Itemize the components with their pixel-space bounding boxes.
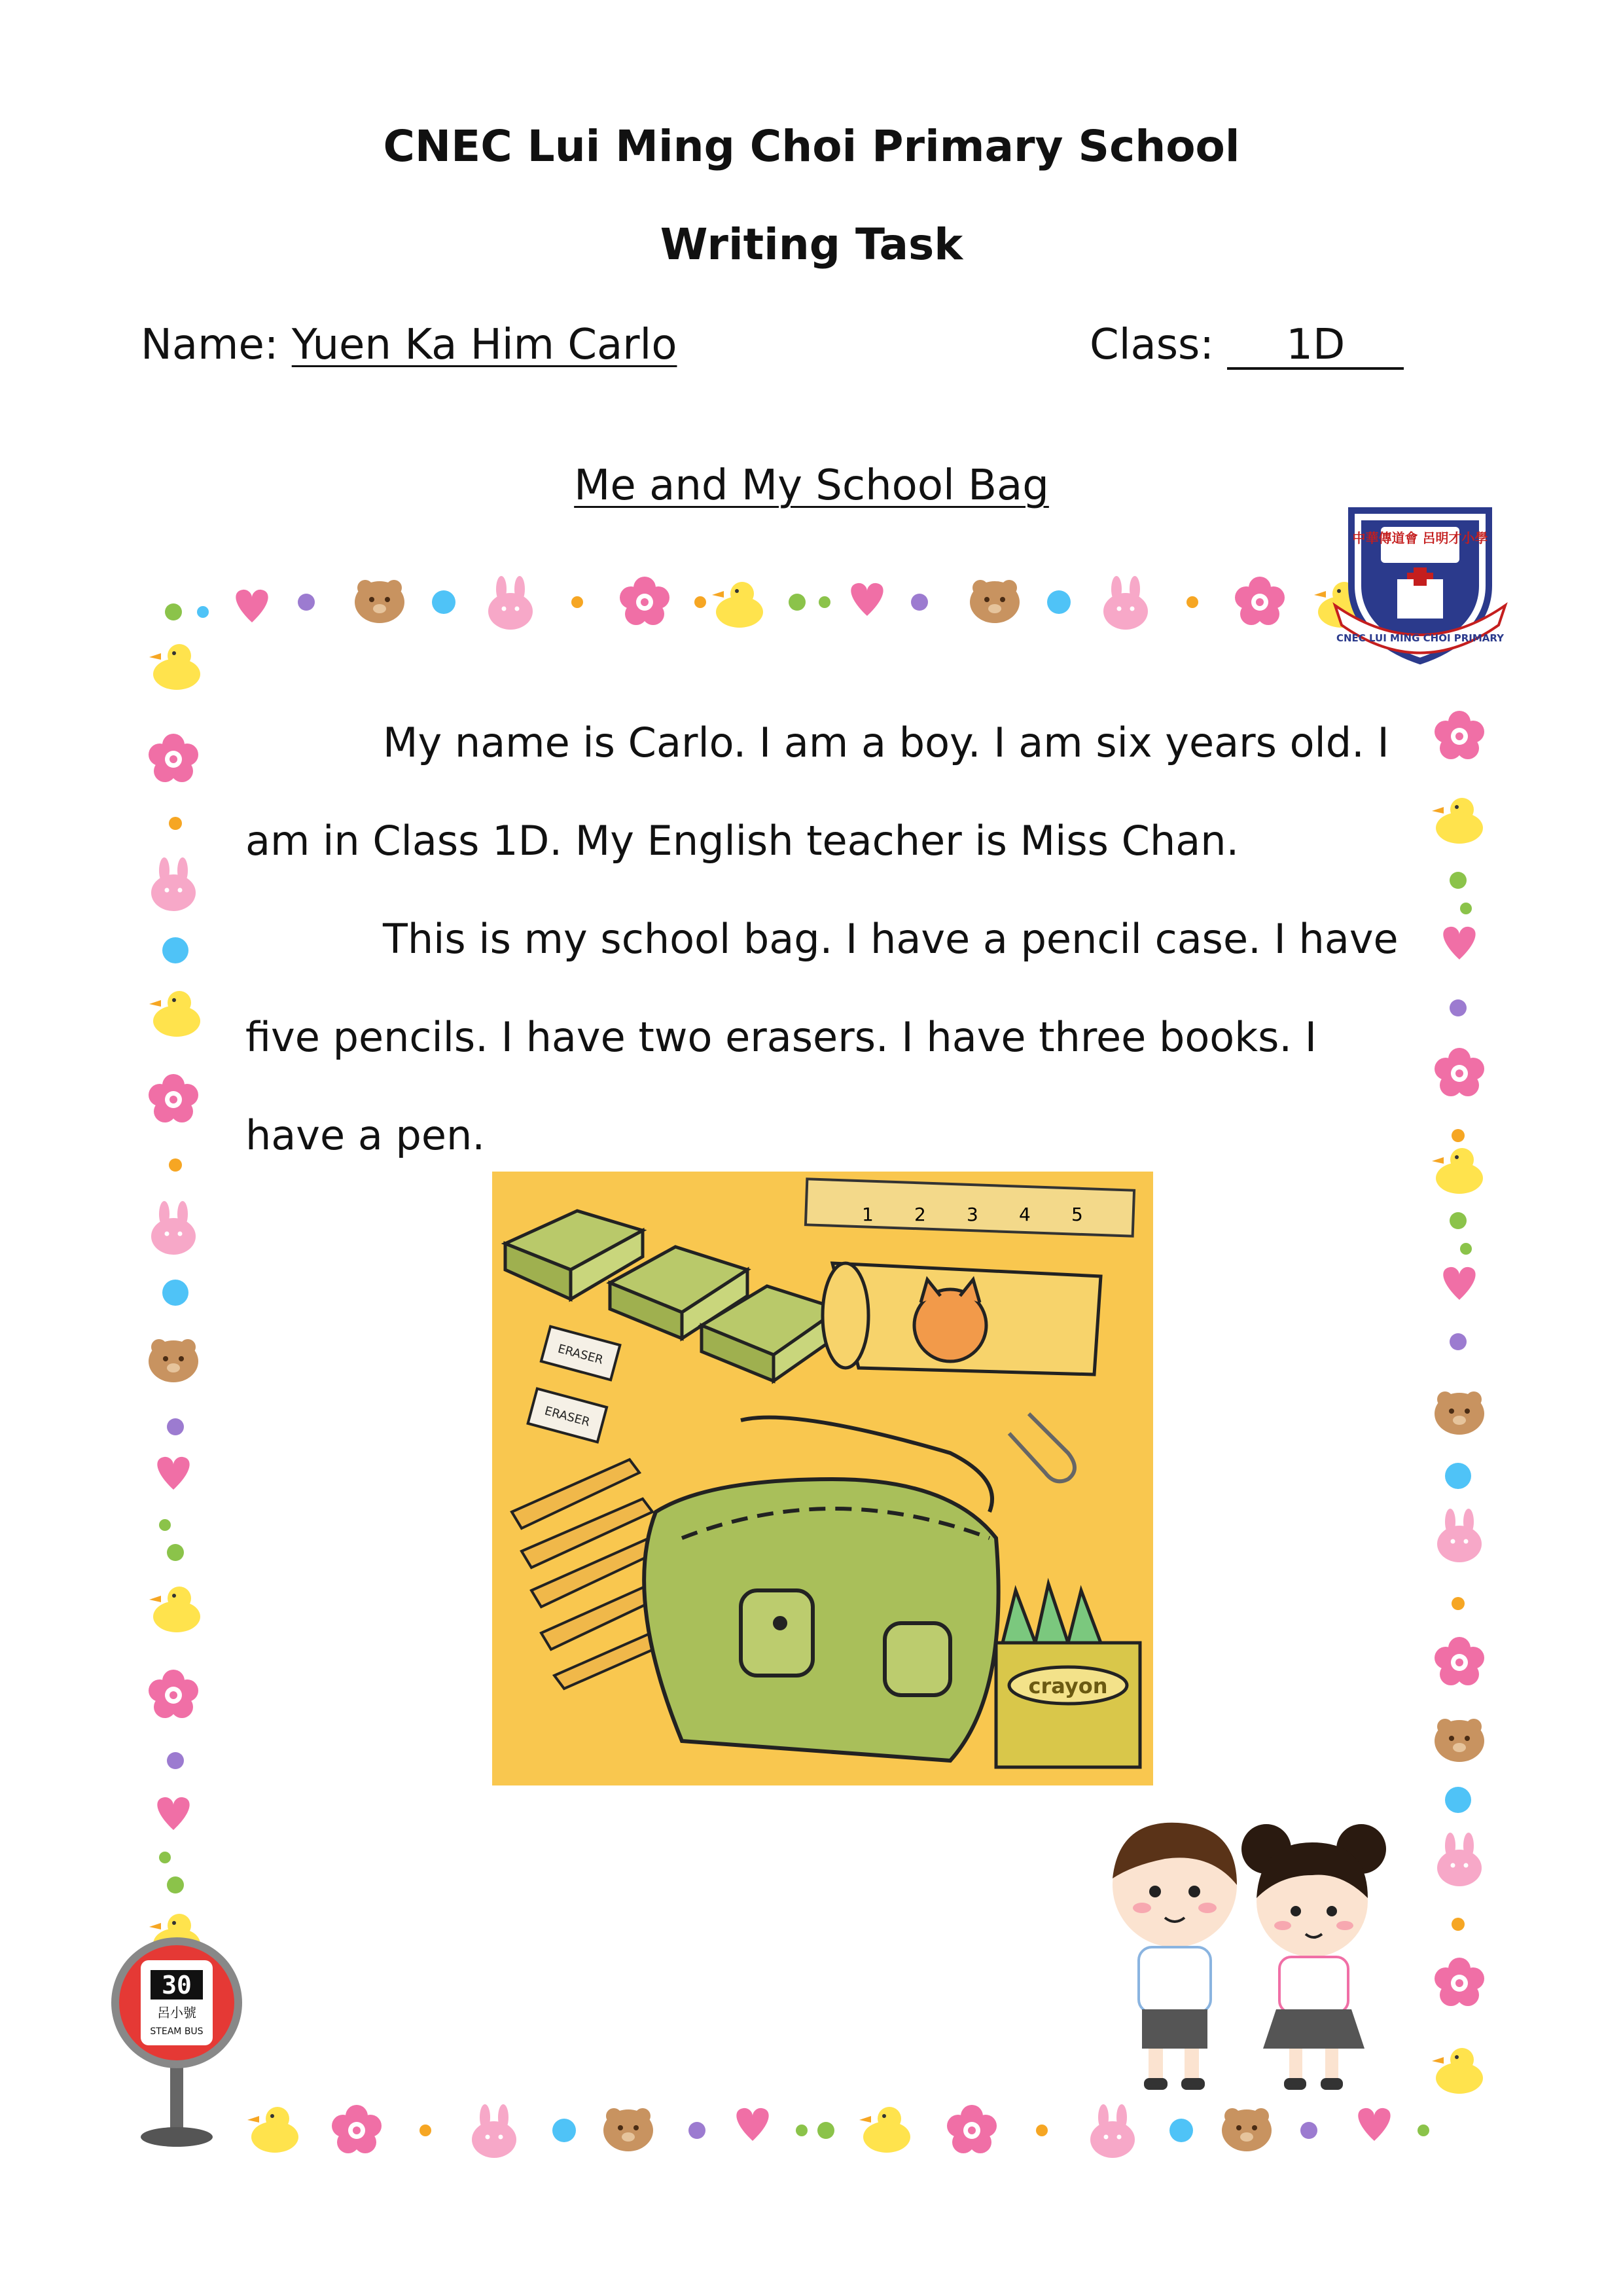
bus-number: 30	[162, 1971, 192, 2000]
dot-icon	[552, 2119, 576, 2142]
boy-icon	[1113, 1823, 1237, 2090]
dot-icon	[694, 596, 706, 608]
dot-icon	[169, 817, 182, 830]
dot-icon	[197, 606, 209, 618]
dot-icon	[167, 1876, 184, 1893]
flower-icon	[149, 734, 198, 782]
duck-icon	[1432, 1148, 1483, 1194]
flower-icon	[149, 1074, 198, 1122]
bunny-icon	[1103, 576, 1148, 630]
girl-icon	[1241, 1824, 1386, 2090]
border-bottom-row	[247, 2104, 1429, 2158]
bunny-icon	[151, 857, 196, 911]
bunny-icon	[1090, 2104, 1135, 2158]
dot-icon	[817, 2122, 834, 2139]
dot-icon	[1450, 1333, 1467, 1350]
ruler-icon	[806, 1179, 1134, 1236]
heart-icon	[157, 1797, 189, 1830]
name-value: Yuen Ka Him Carlo	[291, 321, 677, 369]
dot-icon	[796, 2125, 808, 2136]
flower-icon	[332, 2105, 382, 2153]
duck-icon	[149, 991, 200, 1037]
border-top-row	[165, 576, 1365, 630]
dot-icon	[1450, 999, 1467, 1016]
dot-icon	[1036, 2125, 1048, 2136]
logo-banner-text: CNEC LUI MING CHOI PRIMARY	[1336, 632, 1505, 644]
flower-icon	[1235, 577, 1285, 625]
dot-icon	[162, 1280, 188, 1306]
dot-icon	[165, 603, 182, 620]
bunny-icon	[472, 2104, 516, 2158]
bus-stop-sign	[105, 1937, 249, 2153]
heart-icon	[1358, 2108, 1390, 2141]
duck-icon	[247, 2107, 298, 2153]
flower-icon	[1435, 1048, 1484, 1096]
dot-icon	[1452, 1597, 1465, 1610]
dot-icon	[169, 1158, 182, 1172]
dot-icon	[159, 1519, 171, 1531]
flower-icon	[947, 2105, 997, 2153]
eraser-label: ERASER	[556, 1342, 605, 1367]
bear-icon	[149, 1339, 198, 1382]
dot-icon	[1452, 1918, 1465, 1931]
essay-paragraph: My name is Carlo. I am a boy. I am six years old. I am in Class 1D. My English teacher is Miss Chan.	[245, 719, 1389, 865]
duck-icon	[149, 1587, 200, 1632]
eraser-label: ERASER	[543, 1404, 592, 1429]
bear-icon	[355, 580, 404, 623]
dot-icon	[1186, 596, 1198, 608]
border-right-column	[1432, 711, 1484, 2094]
dot-icon	[1450, 1212, 1467, 1229]
dot-icon	[167, 1544, 184, 1561]
flower-icon	[1435, 1958, 1484, 2006]
dot-icon	[1445, 1787, 1471, 1813]
dot-icon	[1460, 903, 1472, 914]
bear-icon	[1222, 2108, 1272, 2151]
dot-icon	[911, 594, 928, 611]
dot-icon	[1300, 2122, 1317, 2139]
task-title: Writing Task	[660, 219, 963, 270]
bunny-icon	[1437, 1833, 1482, 1886]
cartoon-children-illustration	[1080, 1813, 1407, 2101]
bear-icon	[970, 580, 1020, 623]
dot-icon	[1047, 590, 1071, 614]
flower-icon	[620, 577, 669, 625]
dot-icon	[1418, 2125, 1429, 2136]
dot-icon	[819, 596, 830, 608]
school-name: CNEC Lui Ming Choi Primary School	[383, 121, 1240, 171]
dot-icon	[571, 596, 583, 608]
dot-icon	[159, 1852, 171, 1863]
heart-icon	[1443, 927, 1475, 960]
name-label: Name:	[141, 321, 292, 369]
school-logo	[1332, 494, 1508, 668]
crayon-box-label: crayon	[1028, 1674, 1108, 1698]
heart-icon	[851, 583, 883, 616]
class-label: Class:	[1090, 321, 1228, 369]
student-class-line	[1090, 321, 1404, 370]
dot-icon	[432, 590, 455, 614]
bear-icon	[1435, 1391, 1484, 1435]
heart-icon	[236, 590, 268, 622]
essay-paragraph: This is my school bag. I have a pencil case. I have five pencils. I have two erasers. I have three books. I have a pen.	[245, 915, 1399, 1159]
flower-icon	[1435, 711, 1484, 759]
dot-icon	[789, 594, 806, 611]
ruler-number: 5	[1071, 1204, 1083, 1225]
bear-icon	[1435, 1719, 1484, 1762]
logo-chinese-text: 中華傳道會 呂明才小學	[1352, 530, 1488, 546]
dot-icon	[167, 1418, 184, 1435]
dot-icon	[688, 2122, 705, 2139]
dot-icon	[298, 594, 315, 611]
ruler-number: 2	[914, 1204, 926, 1225]
essay-title: Me and My School Bag	[574, 461, 1049, 510]
dot-icon	[1450, 872, 1467, 889]
essay-body	[245, 694, 1404, 1185]
class-value: 1D	[1227, 323, 1404, 370]
bunny-icon	[488, 576, 533, 630]
heart-icon	[1443, 1267, 1475, 1300]
dot-icon	[1169, 2119, 1193, 2142]
flower-icon	[1435, 1637, 1484, 1685]
bunny-icon	[1437, 1509, 1482, 1562]
heart-icon	[157, 1457, 189, 1490]
border-left-column	[149, 644, 200, 1960]
bus-sign-label: STEAM BUS	[150, 2026, 204, 2037]
dot-icon	[162, 937, 188, 963]
student-name-line	[141, 321, 677, 369]
bear-icon	[603, 2108, 653, 2151]
heart-icon	[736, 2108, 768, 2141]
ruler-number: 1	[862, 1204, 874, 1225]
dot-icon	[1452, 1129, 1465, 1142]
duck-icon	[1432, 2048, 1483, 2094]
bunny-icon	[151, 1201, 196, 1255]
flower-icon	[149, 1670, 198, 1718]
dot-icon	[167, 1752, 184, 1769]
duck-icon	[1432, 798, 1483, 844]
ruler-number: 3	[967, 1204, 978, 1225]
bus-sign-label: 呂小號	[157, 2005, 196, 2020]
duck-icon	[859, 2107, 910, 2153]
duck-icon	[712, 582, 763, 628]
dot-icon	[419, 2125, 431, 2136]
school-bag-drawing	[492, 1172, 1153, 1785]
pencil-case-icon	[823, 1263, 1101, 1374]
dot-icon	[1460, 1243, 1472, 1255]
ruler-number: 4	[1019, 1204, 1031, 1225]
duck-icon	[149, 644, 200, 690]
dot-icon	[1445, 1463, 1471, 1489]
